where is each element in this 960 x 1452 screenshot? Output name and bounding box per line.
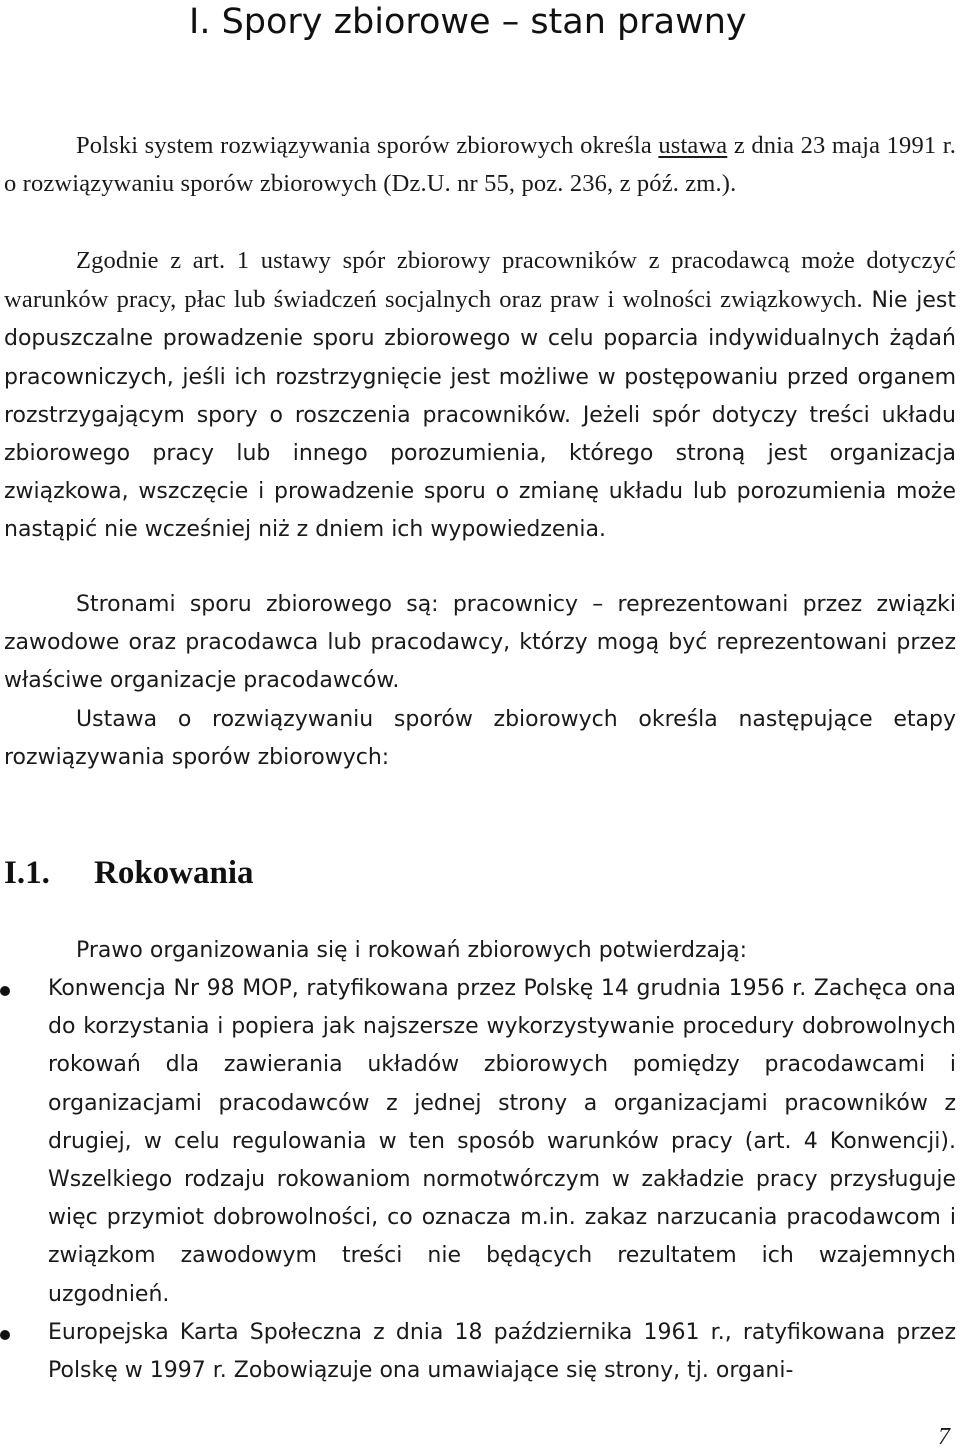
page-number: 7: [938, 1424, 950, 1450]
section-title: Rokowania: [94, 855, 254, 891]
paragraph-text: z dnia 23 maja 1991 r. o rozwiązywaniu sporów zbiorowych (Dz.U. nr 55, poz. 236, z póź. zm.).: [4, 132, 956, 198]
paragraph-text-serif: Zgodnie z art. 1 ustawy spór zbiorowy pracowników z pracodawcą może dotyczyć warunków pracy, płac lub świadczeń socjalnych oraz praw i wolności związkowych.: [4, 247, 956, 314]
paragraph-text: Polski system rozwiązywania sporów zbiorowych określa: [76, 132, 659, 159]
list-item: [0, 1314, 956, 1390]
section-heading: [4, 848, 254, 898]
section-intro: Prawo organizowania się i rokowań zbiorowych potwierdzają:: [76, 938, 748, 963]
bullet-list: [0, 970, 960, 1390]
bullet-icon: [0, 1330, 10, 1340]
paragraph-legal-basis: [4, 127, 956, 203]
paragraph-scope-of-dispute: [4, 242, 956, 550]
bullet-icon: [0, 986, 10, 996]
paragraph-stages: Ustawa o rozwiązywaniu sporów zbiorowych określa następujące etapy rozwiązywania sporów zbiorowych:: [4, 707, 956, 771]
chapter-title: I. Spory zbiorowe – stan prawny: [189, 2, 747, 42]
paragraph-text: Nie jest dopuszczalne prowadzenie sporu zbiorowego w celu poparcia indywidualnych żądań pracowniczych, jeśli ich rozstrzygnięcie jest możliwe w postępowaniu przed organem rozstrzygającym spory o roszczenia pracowników. Jeżeli spór dotyczy treści układu zbiorowego pracy lub innego porozumienia, którego stroną jest organizacja związkowa, wszczęcie i prowadzenie sporu o zmianę układu lub porozumienia może nastąpić nie wcześniej niż z dniem ich wypowiedzenia.: [4, 288, 956, 543]
list-item-text: Europejska Karta Społeczna z dnia 18 października 1961 r., ratyfikowana przez Polskę w 1997 r. Zobowiązuje ona umawiające się strony, tj. organi-: [48, 1319, 956, 1384]
act-reference-link[interactable]: ustawa: [658, 132, 728, 159]
list-item: [0, 970, 956, 1314]
section-number: I.1.: [4, 855, 50, 891]
list-item-text: Konwencja Nr 98 MOP, ratyfikowana przez Polskę 14 grudnia 1956 r. Zachęca ona do korzystania i popiera jak najszersze wykorzystywanie procedury dobrowolnych rokowań dla zawierania układów zbiorowych pomiędzy pracodawcami i organizacjami pracodawców z jednej strony a organizacjami pracowników z drugiej, w celu regulowania w ten sposób warunków pracy (art. 4 Konwencji). Wszelkiego rodzaju rokowaniom normotwórczym w zakładzie pracy przysługuje więc przymiot dobrowolności, co oznacza m.in. zakaz narzucania pracodawcom i związkom zawodowym treści nie będących rezultatem ich wzajemnych uzgodnień.: [48, 976, 956, 1307]
paragraph-parties: Stronami sporu zbiorowego są: pracownicy – reprezentowani przez związki zawodowe oraz pracodawca lub pracodawcy, którzy mogą być reprezentowani przez właściwe organizacje pracodawców.: [4, 592, 956, 694]
